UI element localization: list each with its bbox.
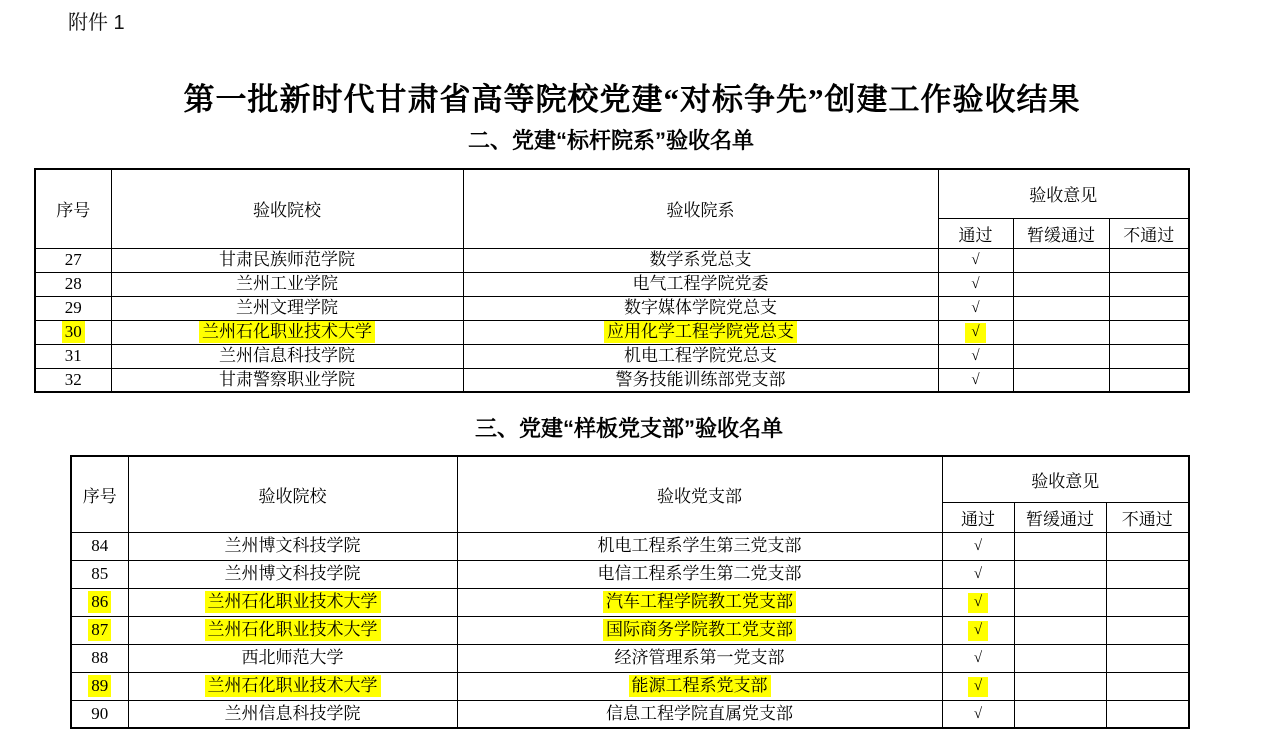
fail-cell [1106, 560, 1189, 588]
row-college: 兰州石化职业技术大学 [205, 591, 381, 613]
col-header-unit: 验收院系 [463, 169, 938, 248]
section-title-model-branches: 三、党建“样板党支部”验收名单 [474, 416, 783, 441]
fail-cell [1109, 320, 1189, 344]
defer-cell [1014, 616, 1106, 644]
defer-cell [1014, 644, 1106, 672]
pass-check-mark: √ [968, 677, 988, 697]
row-unit: 电信工程系学生第二党支部 [597, 563, 802, 583]
pass-check-mark: √ [973, 650, 983, 667]
row-college: 兰州工业学院 [236, 273, 338, 293]
col-header-fail: 不通过 [1106, 502, 1189, 532]
fail-cell [1106, 588, 1189, 616]
table-row [71, 700, 1189, 728]
header-row [35, 169, 1189, 218]
row-index: 32 [64, 369, 82, 389]
defer-cell [1013, 296, 1109, 320]
row-college: 兰州博文科技学院 [224, 563, 361, 583]
pass-check-mark: √ [968, 621, 988, 641]
section-title-benchmark-departments: 二、党建“标杆院系”验收名单 [467, 128, 754, 153]
table-row [35, 344, 1189, 368]
row-index: 84 [91, 535, 109, 555]
fail-cell [1109, 272, 1189, 296]
pass-check-mark: √ [965, 323, 985, 343]
row-college: 兰州信息科技学院 [224, 703, 361, 723]
defer-cell [1014, 560, 1106, 588]
row-index: 30 [62, 321, 85, 343]
row-index: 90 [91, 703, 109, 723]
row-unit: 汽车工程学院教工党支部 [603, 591, 796, 613]
pass-check-mark: √ [968, 593, 988, 613]
fail-cell [1106, 532, 1189, 560]
pass-check-mark: √ [973, 566, 983, 583]
defer-cell [1013, 248, 1109, 272]
col-header-opinion: 验收意见 [938, 169, 1189, 218]
pass-check-mark: √ [971, 372, 980, 388]
fail-cell [1109, 296, 1189, 320]
pass-check-mark: √ [971, 300, 980, 317]
row-college: 兰州文理学院 [236, 297, 338, 317]
defer-cell [1014, 588, 1106, 616]
table-row-highlighted [35, 320, 1189, 344]
col-header-defer: 暂缓通过 [1014, 502, 1106, 532]
col-header-pass: 通过 [938, 218, 1013, 248]
row-college: 甘肃警察职业学院 [219, 369, 355, 389]
row-college: 兰州石化职业技术大学 [199, 321, 375, 343]
table-row [71, 532, 1189, 560]
row-index: 88 [91, 647, 109, 667]
col-header-unit: 验收党支部 [457, 456, 942, 532]
pass-check-mark: √ [971, 276, 980, 293]
row-college: 甘肃民族师范学院 [219, 249, 355, 269]
table-row [71, 560, 1189, 588]
row-unit: 能源工程系党支部 [629, 675, 771, 697]
col-header-index: 序号 [35, 169, 111, 248]
row-index: 85 [91, 563, 109, 583]
row-college: 兰州信息科技学院 [219, 345, 355, 365]
row-college: 兰州博文科技学院 [224, 535, 361, 555]
attachment-label: 附件 1 [68, 12, 125, 34]
row-unit: 国际商务学院教工党支部 [603, 619, 796, 641]
row-unit: 数学系党总支 [649, 249, 752, 269]
col-header-index: 序号 [71, 456, 128, 532]
document-title: 第一批新时代甘肃省高等院校党建“对标争先”创建工作验收结果 [183, 82, 1081, 117]
row-unit: 警务技能训练部党支部 [615, 369, 786, 389]
fail-cell [1109, 344, 1189, 368]
row-unit: 数字媒体学院党总支 [624, 297, 777, 317]
pass-check-mark: √ [971, 348, 980, 365]
header-row [71, 456, 1189, 502]
defer-cell [1013, 272, 1109, 296]
pass-check-mark: √ [971, 252, 980, 269]
pass-check-mark: √ [973, 706, 983, 722]
col-header-opinion: 验收意见 [942, 456, 1189, 502]
col-header-defer: 暂缓通过 [1013, 218, 1109, 248]
row-index: 87 [88, 619, 111, 641]
table-row [35, 248, 1189, 272]
row-college: 兰州石化职业技术大学 [205, 619, 381, 641]
row-index: 28 [64, 273, 82, 293]
row-unit: 机电工程系学生第三党支部 [597, 535, 802, 555]
fail-cell [1106, 616, 1189, 644]
table-row [35, 296, 1189, 320]
row-index: 29 [64, 297, 82, 317]
defer-cell [1013, 368, 1109, 392]
defer-cell [1014, 532, 1106, 560]
defer-cell [1014, 700, 1106, 728]
row-index: 31 [64, 345, 82, 365]
pass-check-mark: √ [973, 538, 983, 555]
benchmark-departments-table [34, 168, 1190, 393]
fail-cell [1106, 700, 1189, 728]
model-branches-table [70, 455, 1190, 729]
fail-cell [1106, 672, 1189, 700]
row-index: 27 [64, 249, 82, 269]
table-row-highlighted [71, 672, 1189, 700]
defer-cell [1013, 320, 1109, 344]
col-header-fail: 不通过 [1109, 218, 1189, 248]
row-index: 89 [88, 675, 111, 697]
row-unit: 应用化学工程学院党总支 [604, 321, 797, 343]
row-index: 86 [88, 591, 111, 613]
row-unit: 电气工程学院党委 [632, 273, 769, 293]
col-header-pass: 通过 [942, 502, 1014, 532]
row-college: 兰州石化职业技术大学 [205, 675, 381, 697]
table-row [35, 368, 1189, 392]
col-header-college: 验收院校 [111, 169, 463, 248]
row-college: 西北师范大学 [241, 647, 344, 667]
table-row-highlighted [71, 616, 1189, 644]
table-row [71, 644, 1189, 672]
fail-cell [1109, 368, 1189, 392]
defer-cell [1014, 672, 1106, 700]
row-unit: 信息工程学院直属党支部 [606, 703, 793, 723]
col-header-college: 验收院校 [128, 456, 457, 532]
row-unit: 经济管理系第一党支部 [614, 647, 785, 667]
table-row [35, 272, 1189, 296]
defer-cell [1013, 344, 1109, 368]
table-row-highlighted [71, 588, 1189, 616]
row-unit: 机电工程学院党总支 [624, 345, 777, 365]
fail-cell [1106, 644, 1189, 672]
fail-cell [1109, 248, 1189, 272]
